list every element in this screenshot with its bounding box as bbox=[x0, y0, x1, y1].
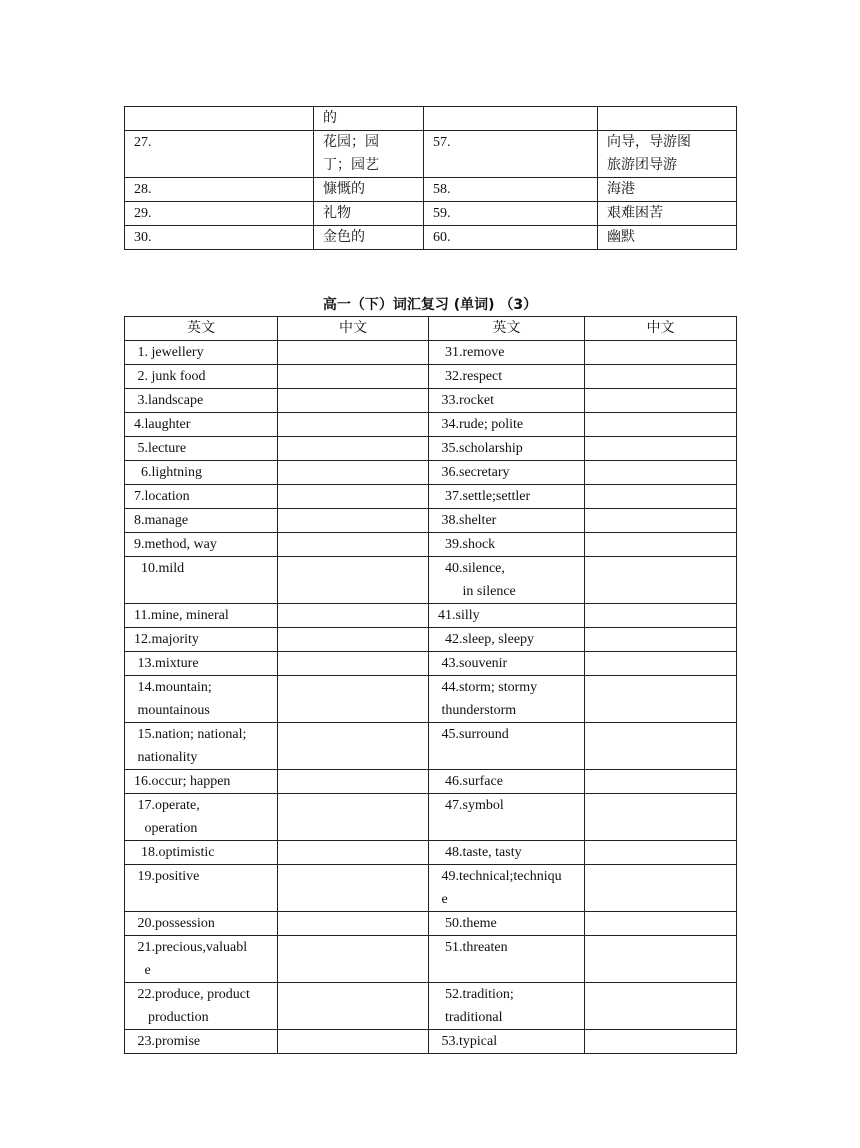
table-cell bbox=[585, 865, 737, 912]
table-cell bbox=[278, 461, 429, 485]
table-cell: 39.shock bbox=[429, 533, 585, 557]
table-cell bbox=[125, 107, 314, 131]
table-cell: 40.silence, in silence bbox=[429, 557, 585, 604]
table-cell: 21.precious,valuabl e bbox=[125, 936, 278, 983]
table-cell bbox=[278, 485, 429, 509]
table-row bbox=[125, 936, 737, 983]
table-cell: 16.occur; happen bbox=[125, 770, 278, 794]
table-cell: 43.souvenir bbox=[429, 652, 585, 676]
table-cell: 57. bbox=[424, 131, 598, 178]
table-cell: 3.landscape bbox=[125, 389, 278, 413]
table-cell bbox=[585, 676, 737, 723]
table-row bbox=[125, 389, 737, 413]
table-cell bbox=[278, 983, 429, 1030]
table-cell: 30. bbox=[125, 226, 314, 250]
table-row bbox=[125, 557, 737, 604]
table-cell: 礼物 bbox=[314, 202, 424, 226]
header-chinese-2: 中文 bbox=[585, 317, 737, 341]
table-cell bbox=[585, 770, 737, 794]
table-row bbox=[125, 841, 737, 865]
table-cell bbox=[585, 341, 737, 365]
table-cell: 15.nation; national; nationality bbox=[125, 723, 278, 770]
table-row bbox=[125, 509, 737, 533]
table-cell bbox=[278, 936, 429, 983]
table-cell: 9.method, way bbox=[125, 533, 278, 557]
table-cell bbox=[278, 628, 429, 652]
table-cell: 海港 bbox=[598, 178, 737, 202]
top-table-body bbox=[125, 107, 737, 250]
table-cell: 29. bbox=[125, 202, 314, 226]
table-cell: 41.silly bbox=[429, 604, 585, 628]
table-cell: 慷慨的 bbox=[314, 178, 424, 202]
table-cell bbox=[585, 912, 737, 936]
table-cell bbox=[585, 509, 737, 533]
table-row bbox=[125, 604, 737, 628]
table-row bbox=[125, 131, 737, 178]
table-cell bbox=[585, 437, 737, 461]
table-cell: 28. bbox=[125, 178, 314, 202]
table-cell bbox=[278, 389, 429, 413]
table-cell: 46.surface bbox=[429, 770, 585, 794]
header-english-1: 英文 bbox=[125, 317, 278, 341]
table-cell: 8.manage bbox=[125, 509, 278, 533]
table-row bbox=[125, 628, 737, 652]
table-cell: 18.optimistic bbox=[125, 841, 278, 865]
table-cell: 花园；园 丁；园艺 bbox=[314, 131, 424, 178]
table-cell bbox=[585, 461, 737, 485]
table-cell bbox=[278, 770, 429, 794]
table-cell: 31.remove bbox=[429, 341, 585, 365]
table-cell: 4.laughter bbox=[125, 413, 278, 437]
table-row bbox=[125, 485, 737, 509]
table-cell: 47.symbol bbox=[429, 794, 585, 841]
table-cell bbox=[585, 604, 737, 628]
table-cell: 14.mountain; mountainous bbox=[125, 676, 278, 723]
table-cell bbox=[598, 107, 737, 131]
table-cell bbox=[278, 1030, 429, 1054]
table-cell: 13.mixture bbox=[125, 652, 278, 676]
table-row bbox=[125, 865, 737, 912]
table-cell bbox=[278, 557, 429, 604]
table-cell bbox=[585, 794, 737, 841]
table-cell: 51.threaten bbox=[429, 936, 585, 983]
table-row bbox=[125, 365, 737, 389]
table-cell bbox=[278, 865, 429, 912]
table-row bbox=[125, 652, 737, 676]
table-cell: 45.surround bbox=[429, 723, 585, 770]
table-cell bbox=[585, 723, 737, 770]
table-cell: 23.promise bbox=[125, 1030, 278, 1054]
table-cell: 50.theme bbox=[429, 912, 585, 936]
vocab-review-table bbox=[124, 316, 737, 1054]
table-cell: 19.positive bbox=[125, 865, 278, 912]
table-cell: 33.rocket bbox=[429, 389, 585, 413]
table-row bbox=[125, 794, 737, 841]
table-cell bbox=[585, 983, 737, 1030]
header-english-2: 英文 bbox=[429, 317, 585, 341]
table-cell bbox=[585, 413, 737, 437]
vocab-table-body bbox=[125, 341, 737, 1054]
table-cell: 12.majority bbox=[125, 628, 278, 652]
table-cell bbox=[585, 841, 737, 865]
table-cell: 7.location bbox=[125, 485, 278, 509]
top-vocab-table bbox=[124, 106, 737, 250]
vocab-table-header bbox=[125, 317, 737, 341]
table-cell: 10.mild bbox=[125, 557, 278, 604]
table-cell: 52.tradition; traditional bbox=[429, 983, 585, 1030]
table-cell: 53.typical bbox=[429, 1030, 585, 1054]
table-cell: 向导，导游图 旅游团导游 bbox=[598, 131, 737, 178]
table-cell bbox=[585, 936, 737, 983]
table-row bbox=[125, 461, 737, 485]
table-row bbox=[125, 912, 737, 936]
table-cell: 60. bbox=[424, 226, 598, 250]
table-cell: 艰难困苦 bbox=[598, 202, 737, 226]
table-row bbox=[125, 1030, 737, 1054]
table-cell: 金色的 bbox=[314, 226, 424, 250]
table-cell bbox=[278, 652, 429, 676]
table-cell bbox=[585, 485, 737, 509]
table-cell bbox=[278, 509, 429, 533]
table-cell bbox=[585, 652, 737, 676]
table-cell bbox=[278, 723, 429, 770]
table-cell: 2. junk food bbox=[125, 365, 278, 389]
table-cell: 22.produce, product production bbox=[125, 983, 278, 1030]
table-cell: 35.scholarship bbox=[429, 437, 585, 461]
table-cell bbox=[278, 676, 429, 723]
table-cell: 59. bbox=[424, 202, 598, 226]
table-cell bbox=[278, 365, 429, 389]
table-cell: 幽默 bbox=[598, 226, 737, 250]
table-cell bbox=[278, 604, 429, 628]
table-row bbox=[125, 437, 737, 461]
table-cell bbox=[585, 557, 737, 604]
table-cell bbox=[278, 413, 429, 437]
table-cell bbox=[278, 912, 429, 936]
table-cell: 6.lightning bbox=[125, 461, 278, 485]
table-cell: 42.sleep, sleepy bbox=[429, 628, 585, 652]
table-cell bbox=[585, 1030, 737, 1054]
header-row bbox=[125, 317, 737, 341]
table-cell: 49.technical;techniqu e bbox=[429, 865, 585, 912]
table-row bbox=[125, 178, 737, 202]
table-row bbox=[125, 983, 737, 1030]
table-cell: 44.storm; stormy thunderstorm bbox=[429, 676, 585, 723]
table-cell: 1. jewellery bbox=[125, 341, 278, 365]
table-cell: 的 bbox=[314, 107, 424, 131]
table-cell: 20.possession bbox=[125, 912, 278, 936]
table-cell bbox=[278, 341, 429, 365]
table-cell: 36.secretary bbox=[429, 461, 585, 485]
table-cell: 5.lecture bbox=[125, 437, 278, 461]
table-row bbox=[125, 770, 737, 794]
table-cell: 48.taste, tasty bbox=[429, 841, 585, 865]
section-title: 高一（下）词汇复习 (单词) （3） bbox=[322, 297, 538, 313]
table-cell bbox=[585, 389, 737, 413]
table-cell: 58. bbox=[424, 178, 598, 202]
table-cell bbox=[278, 841, 429, 865]
table-cell: 38.shelter bbox=[429, 509, 585, 533]
table-cell bbox=[585, 628, 737, 652]
table-row bbox=[125, 202, 737, 226]
table-cell bbox=[424, 107, 598, 131]
table-cell: 27. bbox=[125, 131, 314, 178]
table-row bbox=[125, 413, 737, 437]
table-cell bbox=[278, 794, 429, 841]
table-cell bbox=[585, 365, 737, 389]
table-cell bbox=[585, 533, 737, 557]
table-row bbox=[125, 723, 737, 770]
table-row bbox=[125, 676, 737, 723]
table-cell: 17.operate, operation bbox=[125, 794, 278, 841]
table-row bbox=[125, 107, 737, 131]
header-chinese-1: 中文 bbox=[278, 317, 429, 341]
table-row bbox=[125, 341, 737, 365]
table-cell bbox=[278, 437, 429, 461]
table-row bbox=[125, 226, 737, 250]
table-cell bbox=[278, 533, 429, 557]
table-cell: 34.rude; polite bbox=[429, 413, 585, 437]
table-cell: 32.respect bbox=[429, 365, 585, 389]
table-cell: 37.settle;settler bbox=[429, 485, 585, 509]
table-row bbox=[125, 533, 737, 557]
table-cell: 11.mine, mineral bbox=[125, 604, 278, 628]
